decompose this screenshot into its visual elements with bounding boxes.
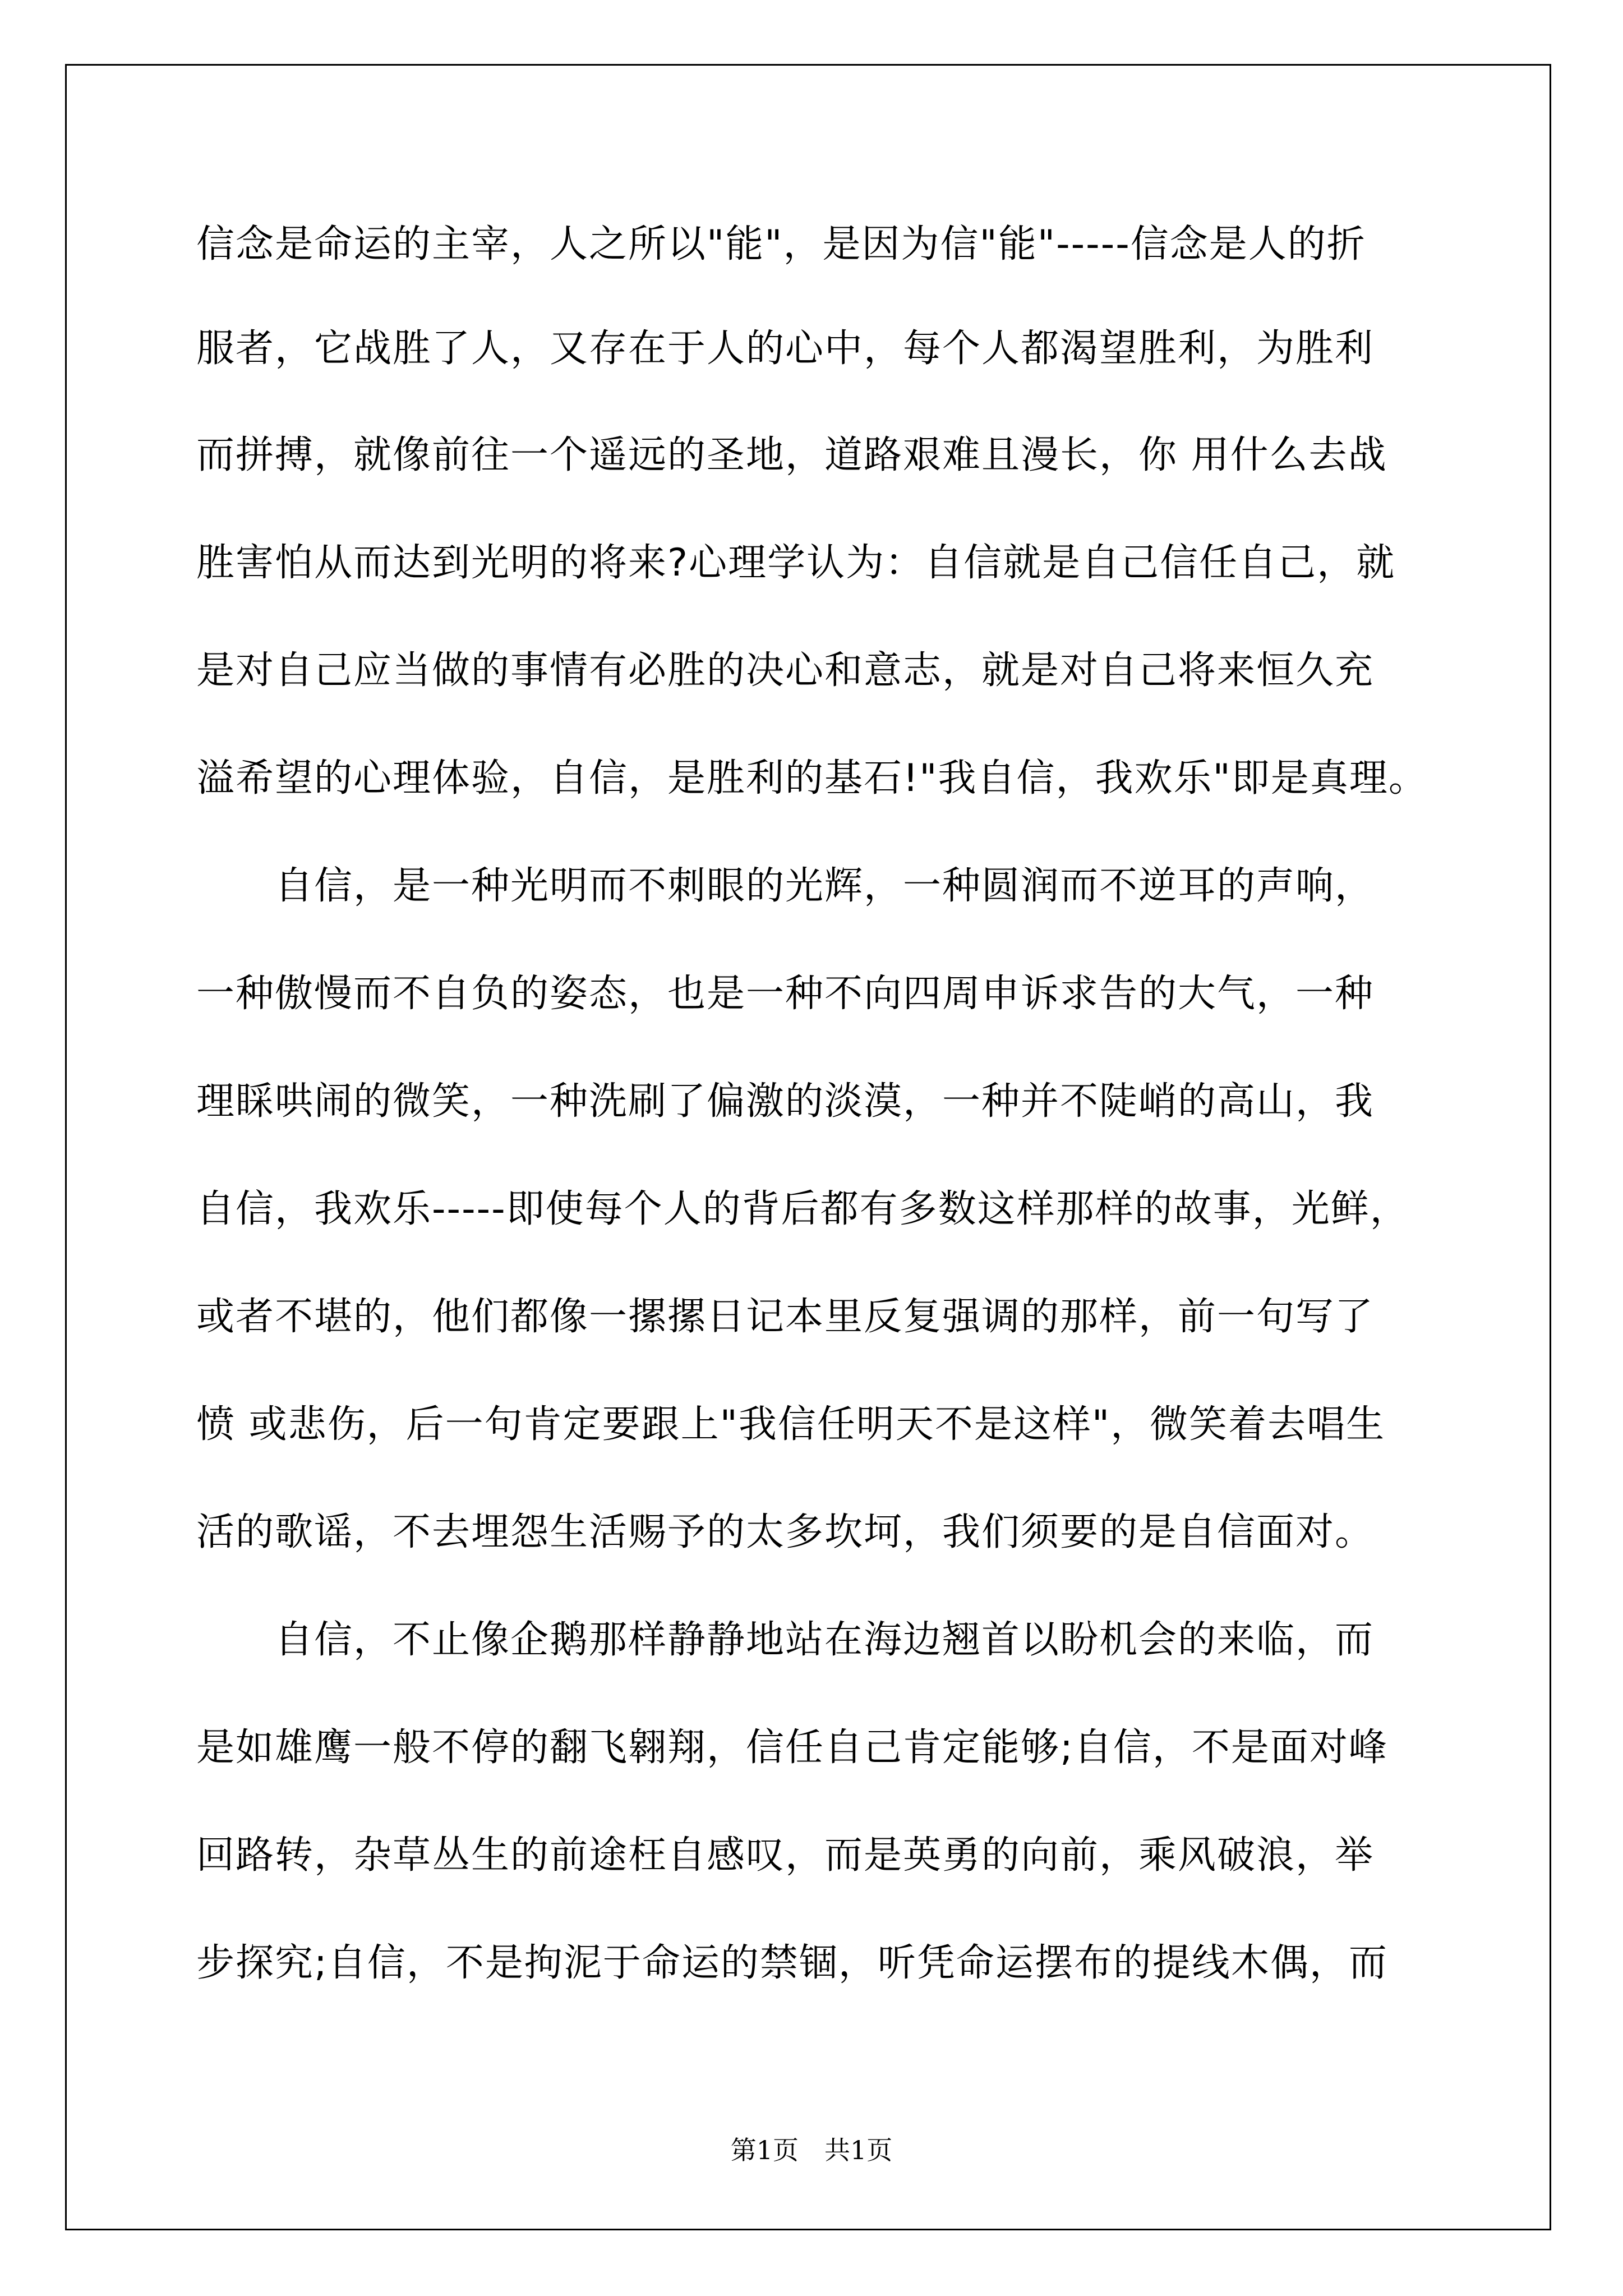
text-line: 信念是命运的主宰，人之所以"能"，是因为信"能"-----信念是人的折 (196, 222, 1366, 266)
text-line: 或者不堪的，他们都像一摞摞日记本里反复强调的那样，前一句写了 (196, 1295, 1375, 1339)
text-line: 活的歌谣，不去埋怨生活赐予的太多坎坷，我们须要的是自信面对。 (196, 1510, 1375, 1554)
page-border (65, 64, 1551, 2230)
page-footer: 第1页 共1页 (730, 2135, 893, 2165)
text-line: 步探究;自信，不是拘泥于命运的禁锢，听凭命运摆布的提线木偶，而 (196, 1941, 1388, 1985)
text-line: 而拼搏，就像前往一个遥远的圣地，道路艰难且漫长，你 用什么去战 (196, 433, 1387, 477)
text-line: 服者，它战胜了人，又存在于人的心中，每个人都渴望胜利，为胜利 (196, 326, 1375, 371)
text-line: 自信，是一种光明而不刺眼的光辉，一种圆润而不逆耳的声响， (196, 864, 1375, 908)
text-line: 胜害怕从而达到光明的将来?心理学认为：自信就是自己信任自己，就 (196, 541, 1396, 585)
text-line: 理睬哄闹的微笑，一种洗刷了偏激的淡漠，一种并不陡峭的高山，我 (196, 1079, 1375, 1124)
text-line: 自信，我欢乐-----即使每个人的背后都有多数这样那样的故事，光鲜， (196, 1187, 1409, 1231)
text-line: 一种傲慢而不自负的姿态，也是一种不向四周申诉求告的大气，一种 (196, 972, 1375, 1016)
text-line: 愤 或悲伤，后一句肯定要跟上"我信任明天不是这样"，微笑着去唱生 (196, 1402, 1386, 1447)
text-line: 是如雄鹰一般不停的翻飞翱翔，信任自己肯定能够;自信，不是面对峰 (196, 1726, 1388, 1770)
text-line: 回路转，杂草丛生的前途枉自感叹，而是英勇的向前，乘风破浪，举 (196, 1833, 1375, 1878)
text-line: 自信，不止像企鹅那样静静地站在海边翘首以盼机会的来临，而 (196, 1618, 1375, 1662)
text-line: 是对自己应当做的事情有必胜的决心和意志，就是对自己将来恒久充 (196, 648, 1375, 693)
text-line: 溢希望的心理体验，自信，是胜利的基石!"我自信，我欢乐"即是真理。 (196, 756, 1428, 800)
